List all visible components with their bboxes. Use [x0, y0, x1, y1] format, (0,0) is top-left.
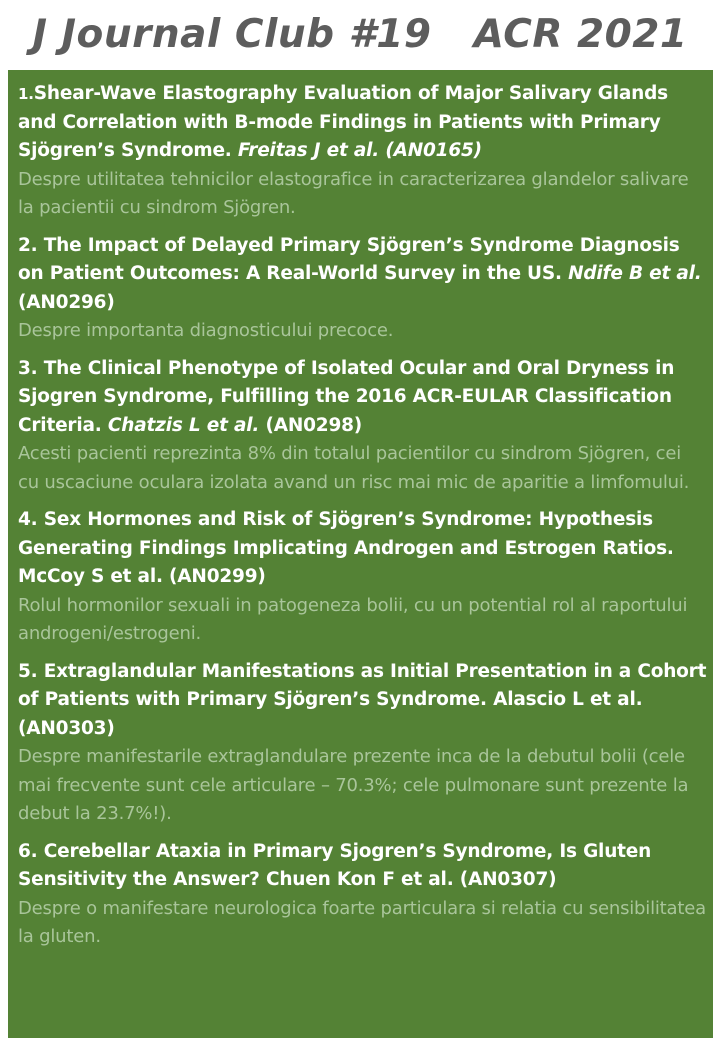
- content-panel: [8, 70, 713, 1038]
- entry-description-6: Despre o manifestare neurologica foarte particulara si relatia cu sensibilitatea la gluten.: [18, 897, 706, 947]
- slide-header: [0, 0, 720, 68]
- entry-number-6: 6.: [18, 840, 44, 862]
- entry-description-3: Acesti pacienti reprezinta 8% din totalul pacientilor cu sindrom Sjögren, cei cu uscaciune oculara izolata avand un risc mai mic de aparitie a limfomului.: [18, 443, 690, 493]
- entry-description-5: Despre manifestarile extraglandulare prezente inca de la debutul bolii (cele mai frecvente sunt cele articulare – 70.3%; cele pulmonare sunt prezente la debut la 23.7%!).: [18, 746, 689, 824]
- entry-authors-1: Freitas J et al. (AN0165): [237, 140, 482, 161]
- entry-description-4: Rolul hormonilor sexuali in patogeneza bolii, cu un potential rol al raportului androgeni/estrogeni.: [18, 594, 688, 644]
- entry-description-2: Despre importanta diagnosticului precoce.: [18, 320, 394, 341]
- entry-title-6: [18, 838, 707, 895]
- entry-number-4: 4.: [18, 509, 44, 530]
- slide-title: J Journal Club #19 ACR 2021: [32, 12, 688, 57]
- entry-authors-2: Ndife B et al.: [568, 263, 702, 284]
- list-item-3: [18, 355, 707, 498]
- list-item-1: [18, 80, 707, 223]
- entry-code-3: (AN0298): [259, 414, 363, 436]
- list-item-4: [18, 506, 707, 649]
- entry-title-text-6: Cerebellar Ataxia in Primary Sjogren’s Syndrome, Is Gluten Sensitivity the Answer? Chuen Kon F et al. (AN0307): [18, 840, 652, 890]
- entry-number-3: 3.: [18, 357, 44, 379]
- entry-authors-3: Chatzis L et al.: [107, 414, 260, 436]
- entry-title-4: [18, 506, 707, 592]
- list-item-5: [18, 658, 707, 829]
- entry-title-text-2: The Impact of Delayed Primary Sjögren’s Syndrome Diagnosis on Patient Outcomes: A Real-World Survey in the US.: [18, 234, 680, 284]
- entry-title-3: [18, 355, 707, 441]
- entry-title-text-4: Sex Hormones and Risk of Sjögren’s Syndrome: Hypothesis Generating Findings Implicating Androgen and Estrogen Ratios. McCoy S et al. (AN0299): [18, 509, 674, 587]
- entry-number-1: 1.: [18, 85, 34, 103]
- entry-code-2: (AN0296): [18, 291, 115, 313]
- entry-title-text-5: Extraglandular Manifestations as Initial Presentation in a Cohort of Patients with Primary Sjögren’s Syndrome. Alascio L et al. (AN0303): [18, 660, 707, 739]
- entry-number-2: 2.: [18, 234, 44, 256]
- entry-title-text-1: Shear-Wave Elastography Evaluation of Major Salivary Glands and Correlation with B-mode Findings in Patients with Primary Sjögren’s Syndrome.: [18, 83, 668, 161]
- entry-number-5: 5.: [18, 660, 44, 682]
- list-item-2: [18, 232, 707, 346]
- entry-description-1: Despre utilitatea tehnicilor elastografice in caracterizarea glandelor salivare la pacientii cu sindrom Sjögren.: [18, 168, 689, 218]
- entry-title-2: [18, 232, 707, 318]
- entry-title-5: [18, 658, 707, 744]
- entry-title-1: [18, 80, 707, 166]
- entry-title-text-3: The Clinical Phenotype of Isolated Ocular and Oral Dryness in Sjogren Syndrome, Fulfilling the 2016 ACR-EULAR Classification Criteria.: [18, 357, 675, 436]
- list-item-6: [18, 838, 707, 952]
